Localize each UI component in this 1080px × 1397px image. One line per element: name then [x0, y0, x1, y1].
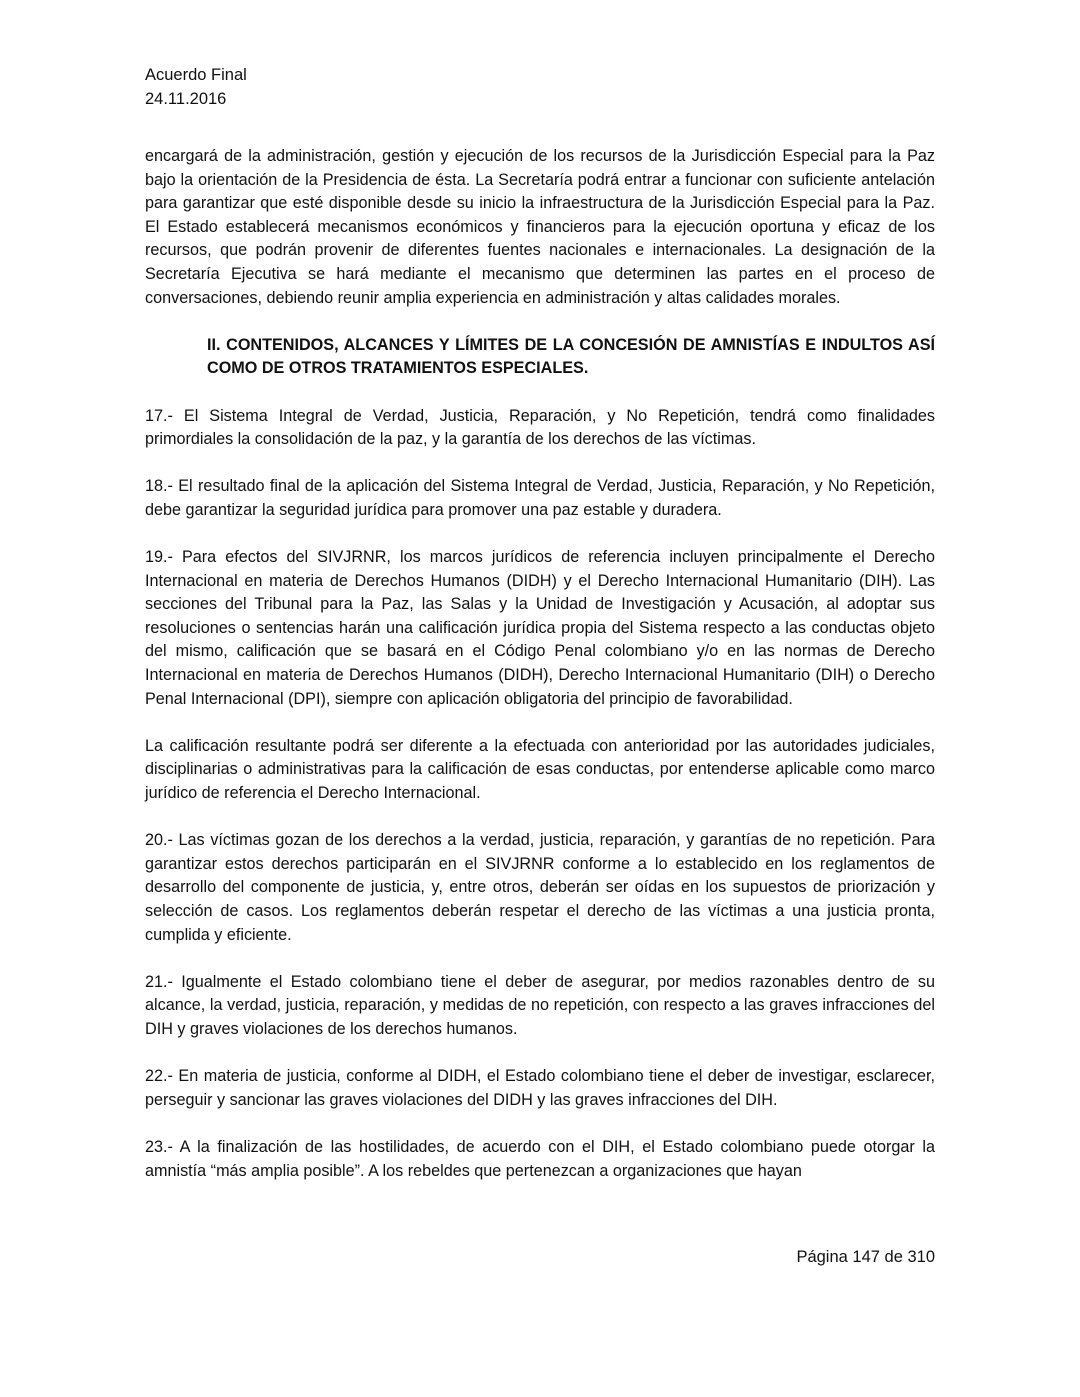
paragraph-21: 21.- Igualmente el Estado colombiano tiene el deber de asegurar, por medios razonables dentro de su alcance, la verdad, justicia, reparación, y medidas de no repetición, con respecto a las graves infracciones del DIH y graves violaciones de los derechos humanos. — [145, 972, 935, 1038]
paragraph-17: 17.- El Sistema Integral de Verdad, Justicia, Reparación, y No Repetición, tendrá como finalidades primordiales la consolidación de la paz, y la garantía de los derechos de las víctimas. — [145, 406, 935, 449]
page-number: Página 147 de 310 — [796, 1248, 935, 1266]
paragraph-22: 22.- En materia de justicia, conforme al DIDH, el Estado colombiano tiene el deber de investigar, esclarecer, perseguir y sancionar las graves violaciones del DIDH y las graves infracciones del DIH. — [145, 1067, 935, 1109]
document-body — [145, 145, 935, 1207]
section-heading: II. CONTENIDOS, ALCANCES Y LÍMITES DE LA CONCESIÓN DE AMNISTÍAS E INDULTOS ASÍ COMO DE OTROS TRATAMIENTOS ESPECIALES. — [207, 335, 935, 378]
paragraph-19: 19.- Para efectos del SIVJRNR, los marcos jurídicos de referencia incluyen principalmente el Derecho Internacional en materia de Derechos Humanos (DIDH) y el Derecho Internacional Humanitario (DIH). Las secciones del Tribunal para la Paz, las Salas y la Unidad de Investigación y Acusación, al adoptar sus resoluciones o sentencias harán una calificación jurídica propia del Sistema respecto a las conductas objeto del mismo, calificación que se basará en el Código Penal colombiano y/o en las normas de Derecho Internacional en materia de Derechos Humanos (DIDH), Derecho Internacional Humanitario (DIH) o Derecho Penal Internacional (DPI), siempre con aplicación obligatoria del principio de favorabilidad. — [145, 548, 935, 708]
page-header — [145, 63, 247, 111]
paragraph-18: 18.- El resultado final de la aplicación del Sistema Integral de Verdad, Justicia, Reparación, y No Repetición, debe garantizar la seguridad jurídica para promover una paz estable y duradera. — [145, 477, 935, 519]
paragraph-19-continued: La calificación resultante podrá ser diferente a la efectuada con anterioridad por las autoridades judiciales, disciplinarias o administrativas para la calificación de esas conductas, por entenderse aplicable como marco jurídico de referencia el Derecho Internacional. — [145, 736, 935, 803]
paragraph-23: 23.- A la finalización de las hostilidades, de acuerdo con el DIH, el Estado colombiano puede otorgar la amnistía “más amplia posible”. A los rebeldes que pertenezcan a organizaciones que hayan — [145, 1137, 935, 1180]
document-date: 24.11.2016 — [145, 90, 227, 108]
document-title: Acuerdo Final — [145, 66, 247, 84]
paragraph-continuation: encargará de la administración, gestión y ejecución de los recursos de la Jurisdicción Especial para la Paz bajo la orientación de la Presidencia de ésta. La Secretaría podrá entrar a funcionar con suficiente antelación para garantizar que esté disponible desde su inicio la infraestructura de la Jurisdicción Especial para la Paz. El Estado establecerá mecanismos económicos y financieros para la ejecución oportuna y eficaz de los recursos, que podrán provenir de diferentes fuentes nacionales e internacionales. La designación de la Secretaría Ejecutiva se hará mediante el mecanismo que determinen las partes en el proceso de conversaciones, debiendo reunir amplia experiencia en administración y altas calidades morales. — [145, 147, 935, 307]
paragraph-20: 20.- Las víctimas gozan de los derechos a la verdad, justicia, reparación, y garantías de no repetición. Para garantizar estos derechos participarán en el SIVJRNR conforme a lo establecido en los reglamentos de desarrollo del componente de justicia, y, entre otros, deberán ser oídas en los supuestos de priorización y selección de casos. Los reglamentos deberán respetar el derecho de las víctimas a una justicia pronta, cumplida y eficiente. — [145, 831, 935, 944]
